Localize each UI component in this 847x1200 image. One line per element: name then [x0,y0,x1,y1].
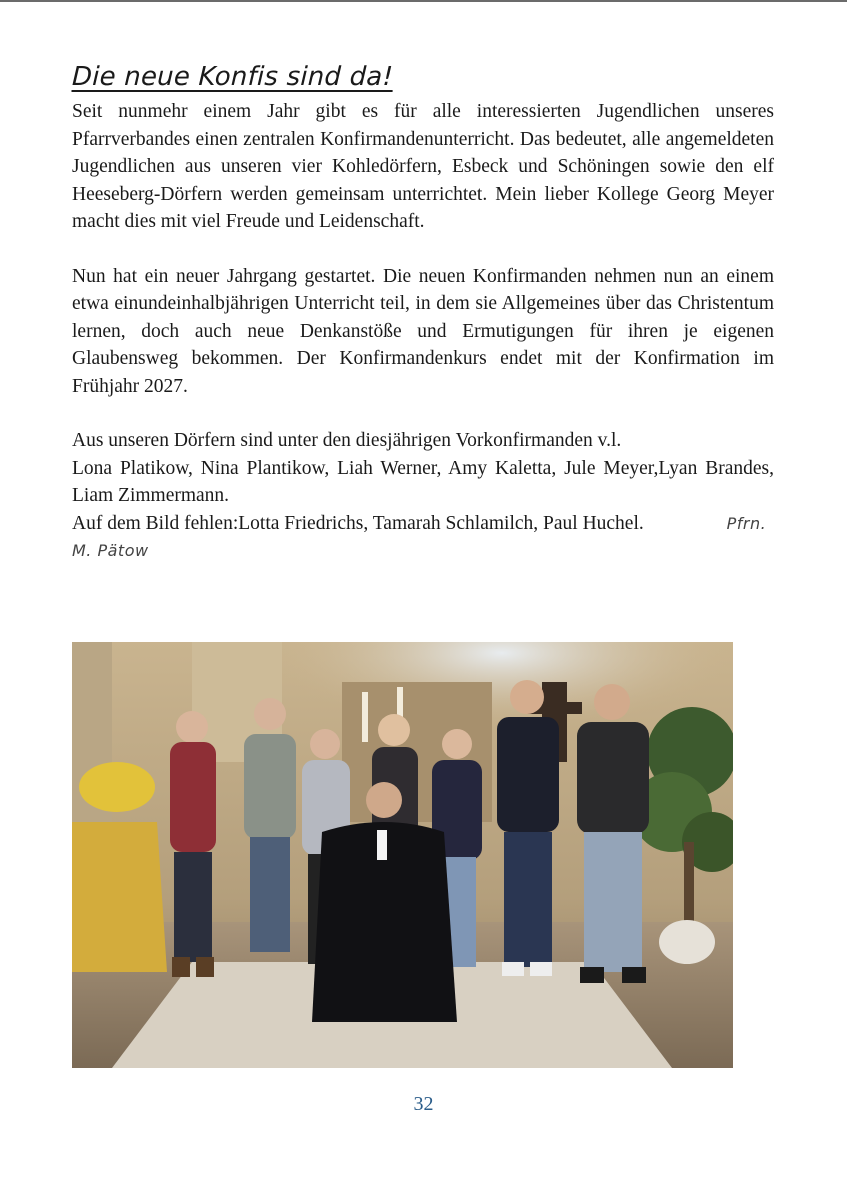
group-photo [72,642,733,1068]
paragraph-missing [72,510,774,565]
paragraph-intro: Seit nunmehr einem Jahr gibt es für alle interessierten Jugendlichen unseres Pfarrverbandes einen zentralen Konfirmandenunterricht. Das bedeutet, alle angemeldeten Jugendlichen aus unseren vier Kohledörfern, Esbeck und Schöningen sowie den elf Heeseberg-Dörfern werden gemeinsam unterrichtet. Mein lieber Kollege Georg Meyer macht dies mit viel Freude und Leidenschaft. [72,101,774,232]
paragraph-names-intro: Aus unseren Dörfern sind unter den diesjährigen Vorkonfirmanden v.l. [72,430,622,451]
group-photo-image [72,642,733,1068]
signature: Pfrn. M. Pätow [72,513,767,560]
paragraph-new-year: Nun hat ein neuer Jahrgang gestartet. Die neuen Konfirmanden nehmen nun an einem etwa einundeinhalbjährigen Unterricht teil, in dem sie Allgemeines über das Christentum lernen, doch auch neue Denkanstöße und Ermutigungen für ihren je eigenen Glaubensweg bekommen. Der Konfirmandenkurs endet mit der Konfirmation im Frühjahr 2027. [72,265,774,397]
top-border [0,0,847,2]
paragraph-names: Lona Platikow, Nina Plantikow, Liah Werner, Amy Kaletta, Jule Meyer,Lyan Brandes, Liam Zimmermann. [72,457,774,506]
missing-names: Auf dem Bild fehlen:Lotta Friedrichs, Tamarah Schlamilch, Paul Huchel. [72,512,644,534]
article [72,58,774,565]
article-title: Die neue Konfis sind da! [71,62,394,92]
page-number: 32 [413,1093,434,1115]
